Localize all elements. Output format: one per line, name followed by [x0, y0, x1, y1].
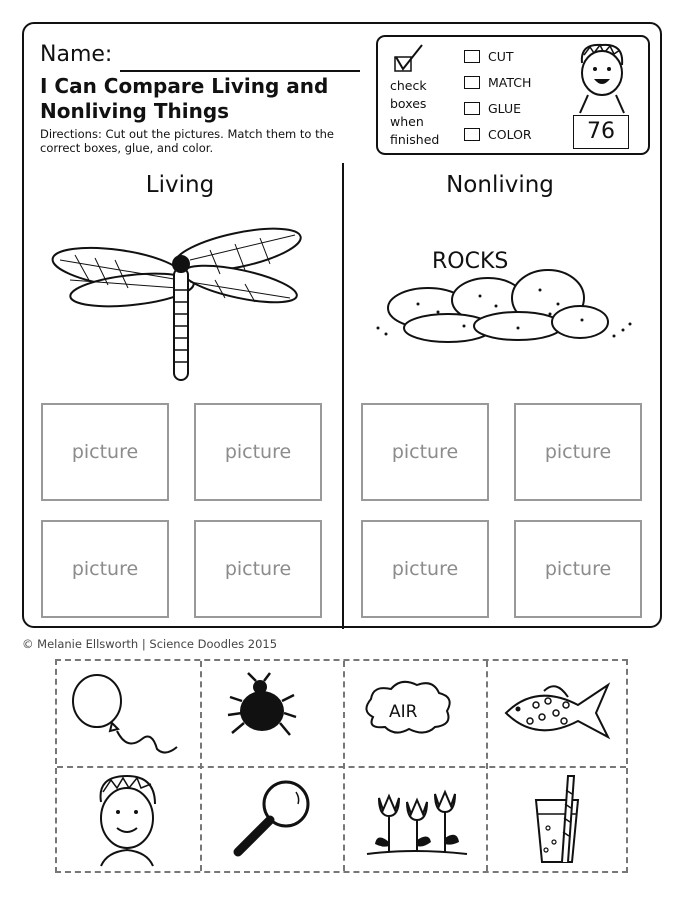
checklist-item-match[interactable]	[464, 75, 531, 90]
cutout-air[interactable]	[343, 661, 486, 766]
picture-box-nonliving-1[interactable]: picture	[361, 403, 489, 501]
picture-box-living-4[interactable]: picture	[194, 520, 322, 618]
score-sign: 76	[573, 115, 629, 149]
cutout-glass[interactable]	[486, 766, 629, 871]
checklist-item-color[interactable]	[464, 127, 532, 142]
directions-text: Directions: Cut out the pictures. Match them to the correct boxes, glue, and color.	[40, 127, 334, 155]
picture-box-living-3[interactable]: picture	[41, 520, 169, 618]
page-title: I Can Compare Living and Nonliving Things	[40, 74, 329, 123]
checklist-note: check boxes when finished	[390, 78, 440, 147]
magnifying-glass-icon	[200, 766, 343, 871]
checklist-item-glue[interactable]	[464, 101, 521, 116]
checklist-item-label: CUT	[488, 49, 514, 64]
cutout-boy[interactable]	[57, 766, 200, 871]
picture-box-living-1[interactable]: picture	[41, 403, 169, 501]
cutout-balloon[interactable]	[57, 661, 200, 766]
cutout-bug[interactable]	[200, 661, 343, 766]
fish-icon	[486, 661, 629, 766]
cutout-grid	[55, 659, 628, 873]
bug-icon	[200, 661, 343, 766]
checkbox[interactable]	[464, 76, 480, 89]
mascot-boy-icon	[566, 41, 642, 121]
tulips-icon	[343, 766, 486, 871]
rocks-label: ROCKS	[432, 249, 509, 274]
balloon-icon	[57, 661, 200, 766]
checklist-item-label: GLUE	[488, 101, 522, 116]
checkmark-icon	[392, 43, 432, 79]
nonliving-heading: Nonliving	[446, 172, 554, 198]
checkbox[interactable]	[464, 102, 480, 115]
copyright-credit: © Melanie Ellsworth | Science Doodles 2015	[22, 637, 278, 651]
cutout-fish[interactable]	[486, 661, 629, 766]
checkbox[interactable]	[464, 128, 480, 141]
name-label: Name:	[40, 42, 113, 67]
checklist-panel	[376, 35, 650, 155]
air-label: AIR	[389, 702, 418, 722]
air-cloud-icon	[343, 661, 486, 766]
picture-box-living-2[interactable]: picture	[194, 403, 322, 501]
picture-box-nonliving-3[interactable]: picture	[361, 520, 489, 618]
living-heading: Living	[145, 172, 215, 198]
name-field[interactable]	[120, 70, 360, 72]
cutout-magnifying-glass[interactable]	[200, 766, 343, 871]
checklist-item-label: COLOR	[488, 127, 532, 142]
cutout-tulips[interactable]	[343, 766, 486, 871]
column-divider	[342, 163, 344, 629]
picture-box-nonliving-4[interactable]: picture	[514, 520, 642, 618]
glass-with-straw-icon	[486, 766, 629, 871]
checklist-item-cut[interactable]	[464, 49, 514, 64]
checklist-item-label: MATCH	[488, 75, 532, 90]
boy-icon	[57, 766, 200, 871]
rocks-icon	[368, 238, 638, 348]
picture-box-nonliving-2[interactable]: picture	[514, 403, 642, 501]
checkbox[interactable]	[464, 50, 480, 63]
dragonfly-icon	[50, 220, 305, 385]
